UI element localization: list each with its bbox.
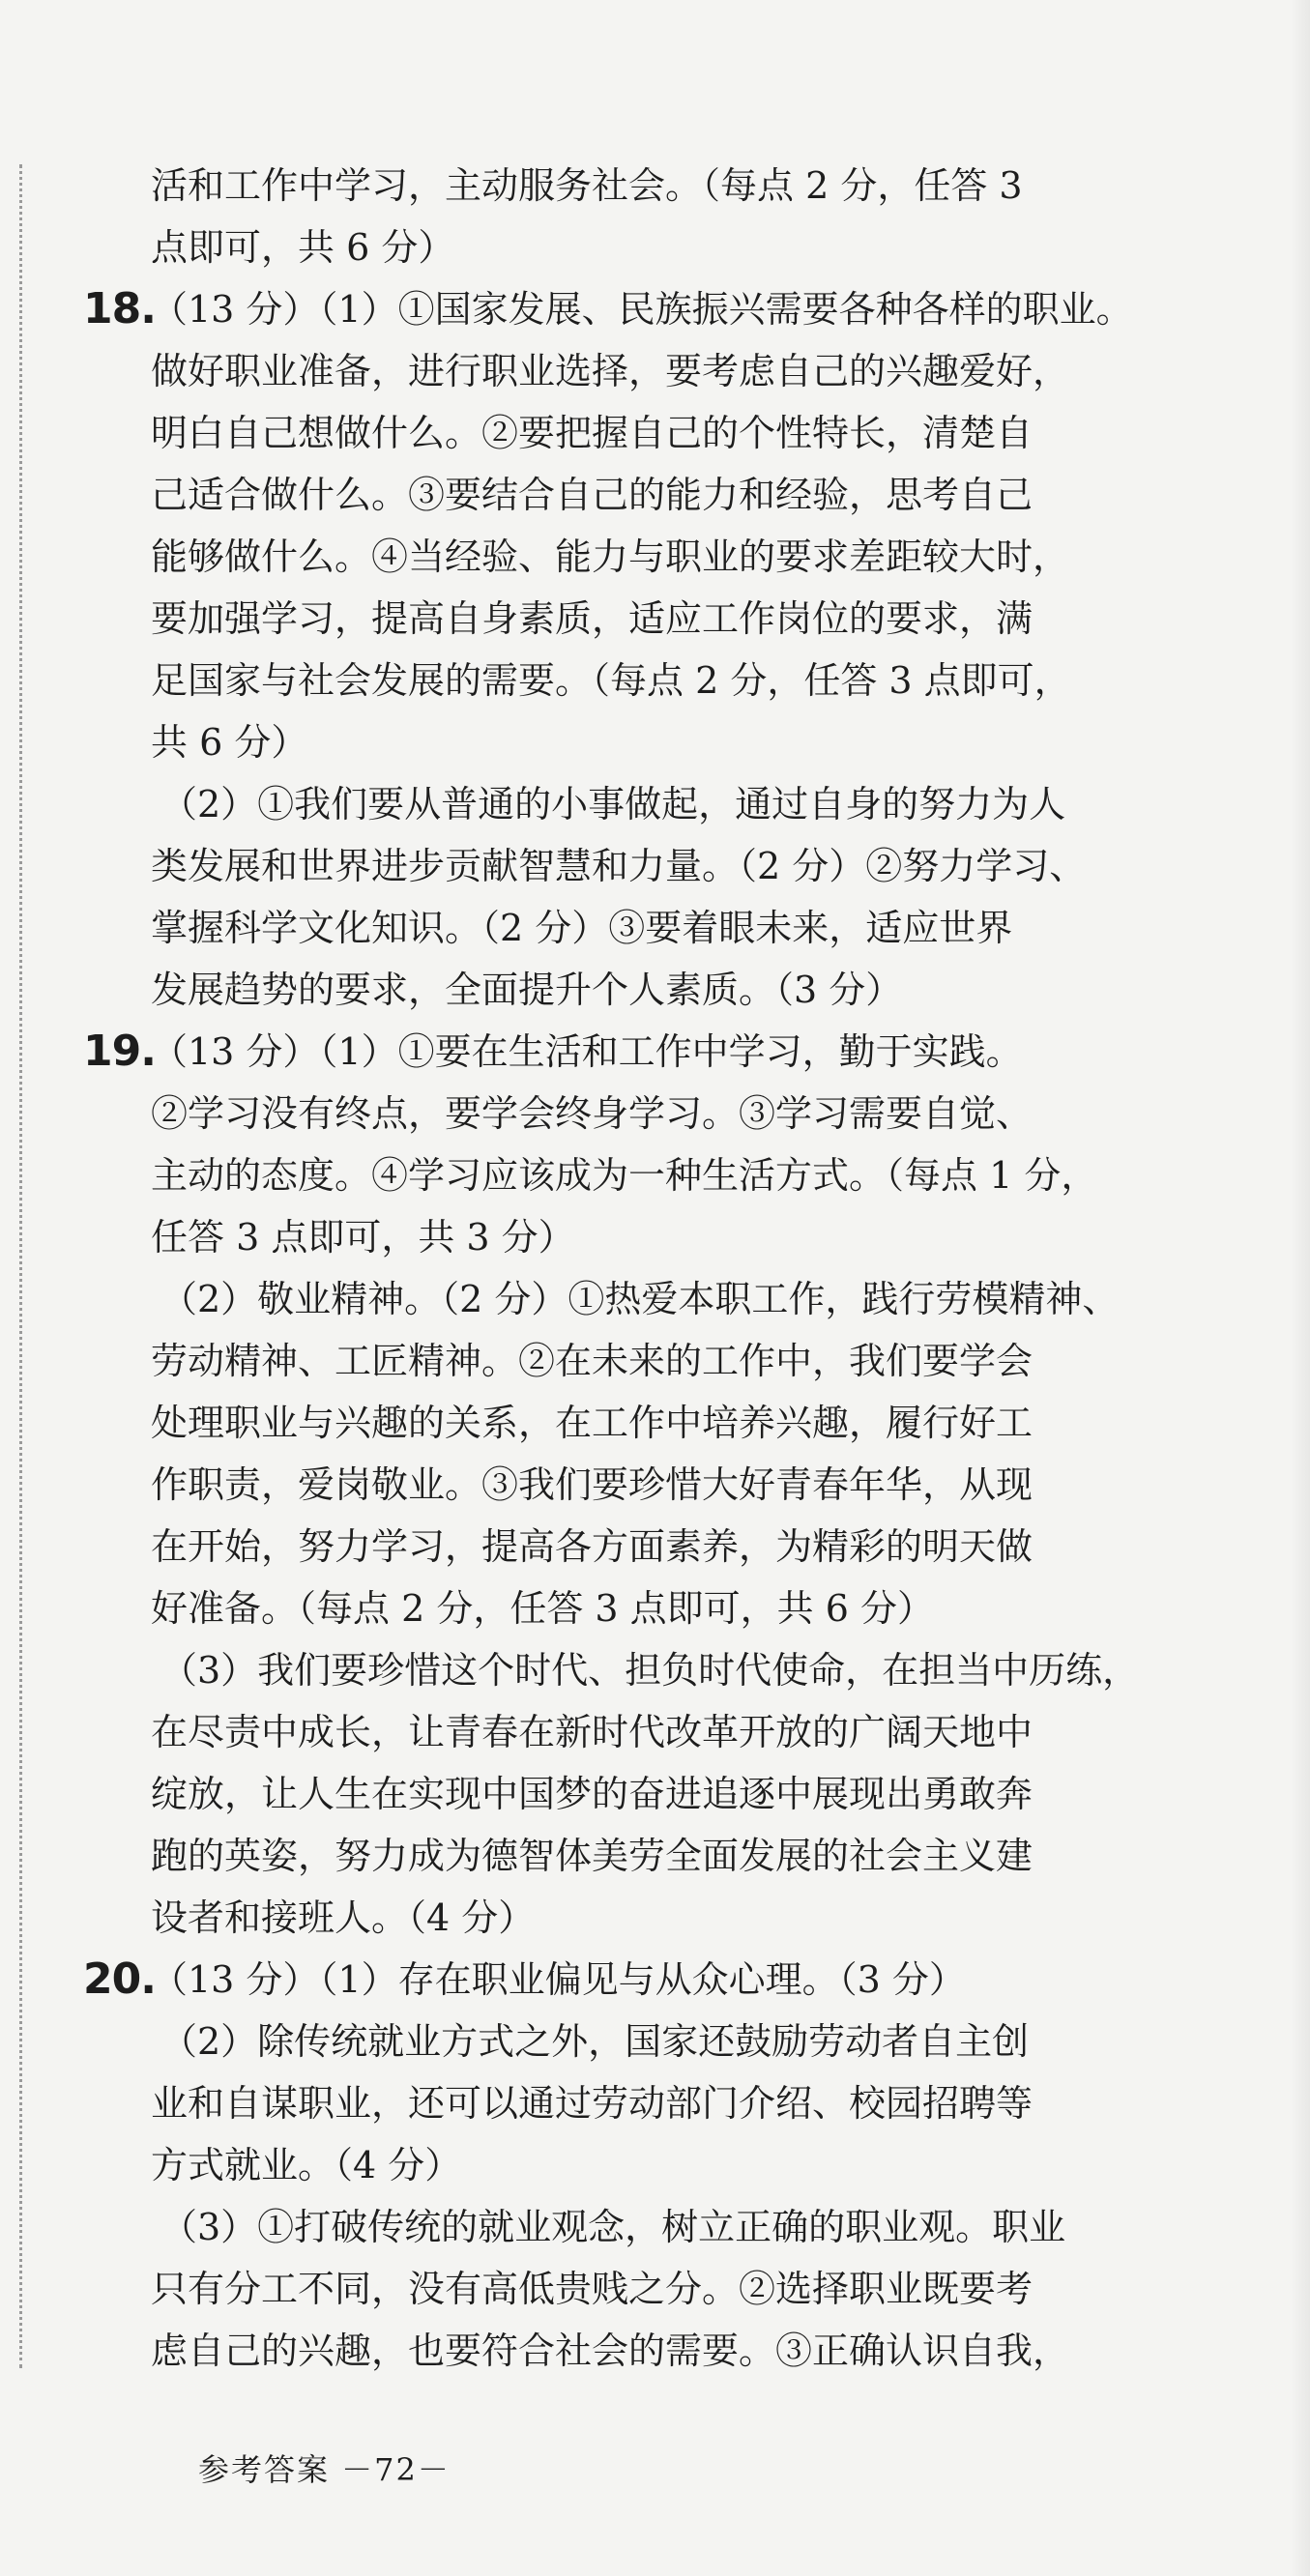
sub-answer-line: （2）①我们要从普通的小事做起，通过自身的努力为人 xyxy=(160,783,1066,825)
text-line: 发展趋势的要求，全面提升个人素质。（3 分） xyxy=(151,969,903,1011)
question-number: 19. xyxy=(83,1027,156,1076)
page-footer: 参考答案 －72－ xyxy=(198,2451,451,2488)
text-line: 己适合做什么。③要结合自己的能力和经验，思考自己 xyxy=(151,474,1033,516)
text-line: 明白自己想做什么。②要把握自己的个性特长，清楚自 xyxy=(151,412,1033,454)
question-answer-text: （13 分）（1）①国家发展、民族振兴需要各种各样的职业。 xyxy=(151,288,1133,331)
text-line: 虑自己的兴趣，也要符合社会的需要。③正确认识自我， xyxy=(151,2330,1070,2372)
question-answer-text: （13 分）（1）①要在生活和工作中学习，勤于实践。 xyxy=(151,1030,1023,1073)
text-line: 足国家与社会发展的需要。（每点 2 分，任答 3 点即可， xyxy=(151,659,1071,702)
sub-answer-line: （2）除传统就业方式之外，国家还鼓励劳动者自主创 xyxy=(160,2020,1030,2063)
text-line: 只有分工不同，没有高低贵贱之分。②选择职业既要考 xyxy=(151,2268,1033,2310)
text-line: 劳动精神、工匠精神。②在未来的工作中，我们要学会 xyxy=(151,1340,1033,1382)
sub-answer-line: （2）敬业精神。（2 分）①热爱本职工作，践行劳模精神、 xyxy=(160,1278,1120,1320)
text-line: 方式就业。（4 分） xyxy=(151,2144,462,2186)
page-edge-shadow xyxy=(1291,0,1310,2576)
text-line: 在开始，努力学习，提高各方面素养，为精彩的明天做 xyxy=(151,1525,1033,1568)
text-line: 业和自谋职业，还可以通过劳动部门介绍、校园招聘等 xyxy=(151,2082,1033,2125)
text-line: 掌握科学文化知识。（2 分）③要着眼未来，适应世界 xyxy=(151,907,1013,949)
answer-body xyxy=(83,155,1140,2382)
text-line: 绽放，让人生在实现中国梦的奋进追逐中展现出勇敢奔 xyxy=(151,1773,1033,1815)
text-line: 活和工作中学习，主动服务社会。（每点 2 分，任答 3 xyxy=(151,164,1023,207)
binding-margin-line xyxy=(19,164,22,2368)
text-line: 处理职业与兴趣的关系，在工作中培养兴趣，履行好工 xyxy=(151,1402,1033,1444)
question-number: 20. xyxy=(83,1954,156,2004)
text-line: 在尽责中成长，让青春在新时代改革开放的广阔天地中 xyxy=(151,1711,1033,1753)
text-line: 类发展和世界进步贡献智慧和力量。（2 分）②努力学习、 xyxy=(151,845,1087,887)
question-line xyxy=(83,1949,1060,2011)
question-number: 18. xyxy=(83,284,156,333)
text-line: 要加强学习，提高自身素质，适应工作岗位的要求，满 xyxy=(151,597,1033,640)
text-line: 点即可，共 6 分） xyxy=(151,226,455,269)
question-answer-text: （13 分）（1）存在职业偏见与从众心理。（3 分） xyxy=(151,1958,966,2001)
text-line: ②学习没有终点，要学会终身学习。③学习需要自觉、 xyxy=(151,1092,1033,1135)
text-line: 共 6 分） xyxy=(151,721,308,764)
question-line xyxy=(83,278,1133,340)
sub-answer-line: （3）①打破传统的就业观念，树立正确的职业观。职业 xyxy=(160,2206,1066,2248)
text-line: 跑的英姿，努力成为德智体美劳全面发展的社会主义建 xyxy=(151,1835,1033,1877)
text-line: 任答 3 点即可，共 3 分） xyxy=(151,1216,575,1259)
text-line: 设者和接班人。（4 分） xyxy=(151,1896,536,1939)
text-line: 主动的态度。④学习应该成为一种生活方式。（每点 1 分， xyxy=(151,1154,1098,1197)
question-line xyxy=(83,1021,1060,1083)
text-line: 好准备。（每点 2 分，任答 3 点即可，共 6 分） xyxy=(151,1587,935,1630)
text-line: 做好职业准备，进行职业选择，要考虑自己的兴趣爱好， xyxy=(151,350,1070,392)
text-line: 作职责，爱岗敬业。③我们要珍惜大好青春年华，从现 xyxy=(151,1463,1033,1506)
text-line: 能够做什么。④当经验、能力与职业的要求差距较大时， xyxy=(151,535,1070,578)
sub-answer-line: （3）我们要珍惜这个时代、担负时代使命，在担当中历练， xyxy=(160,1649,1140,1692)
